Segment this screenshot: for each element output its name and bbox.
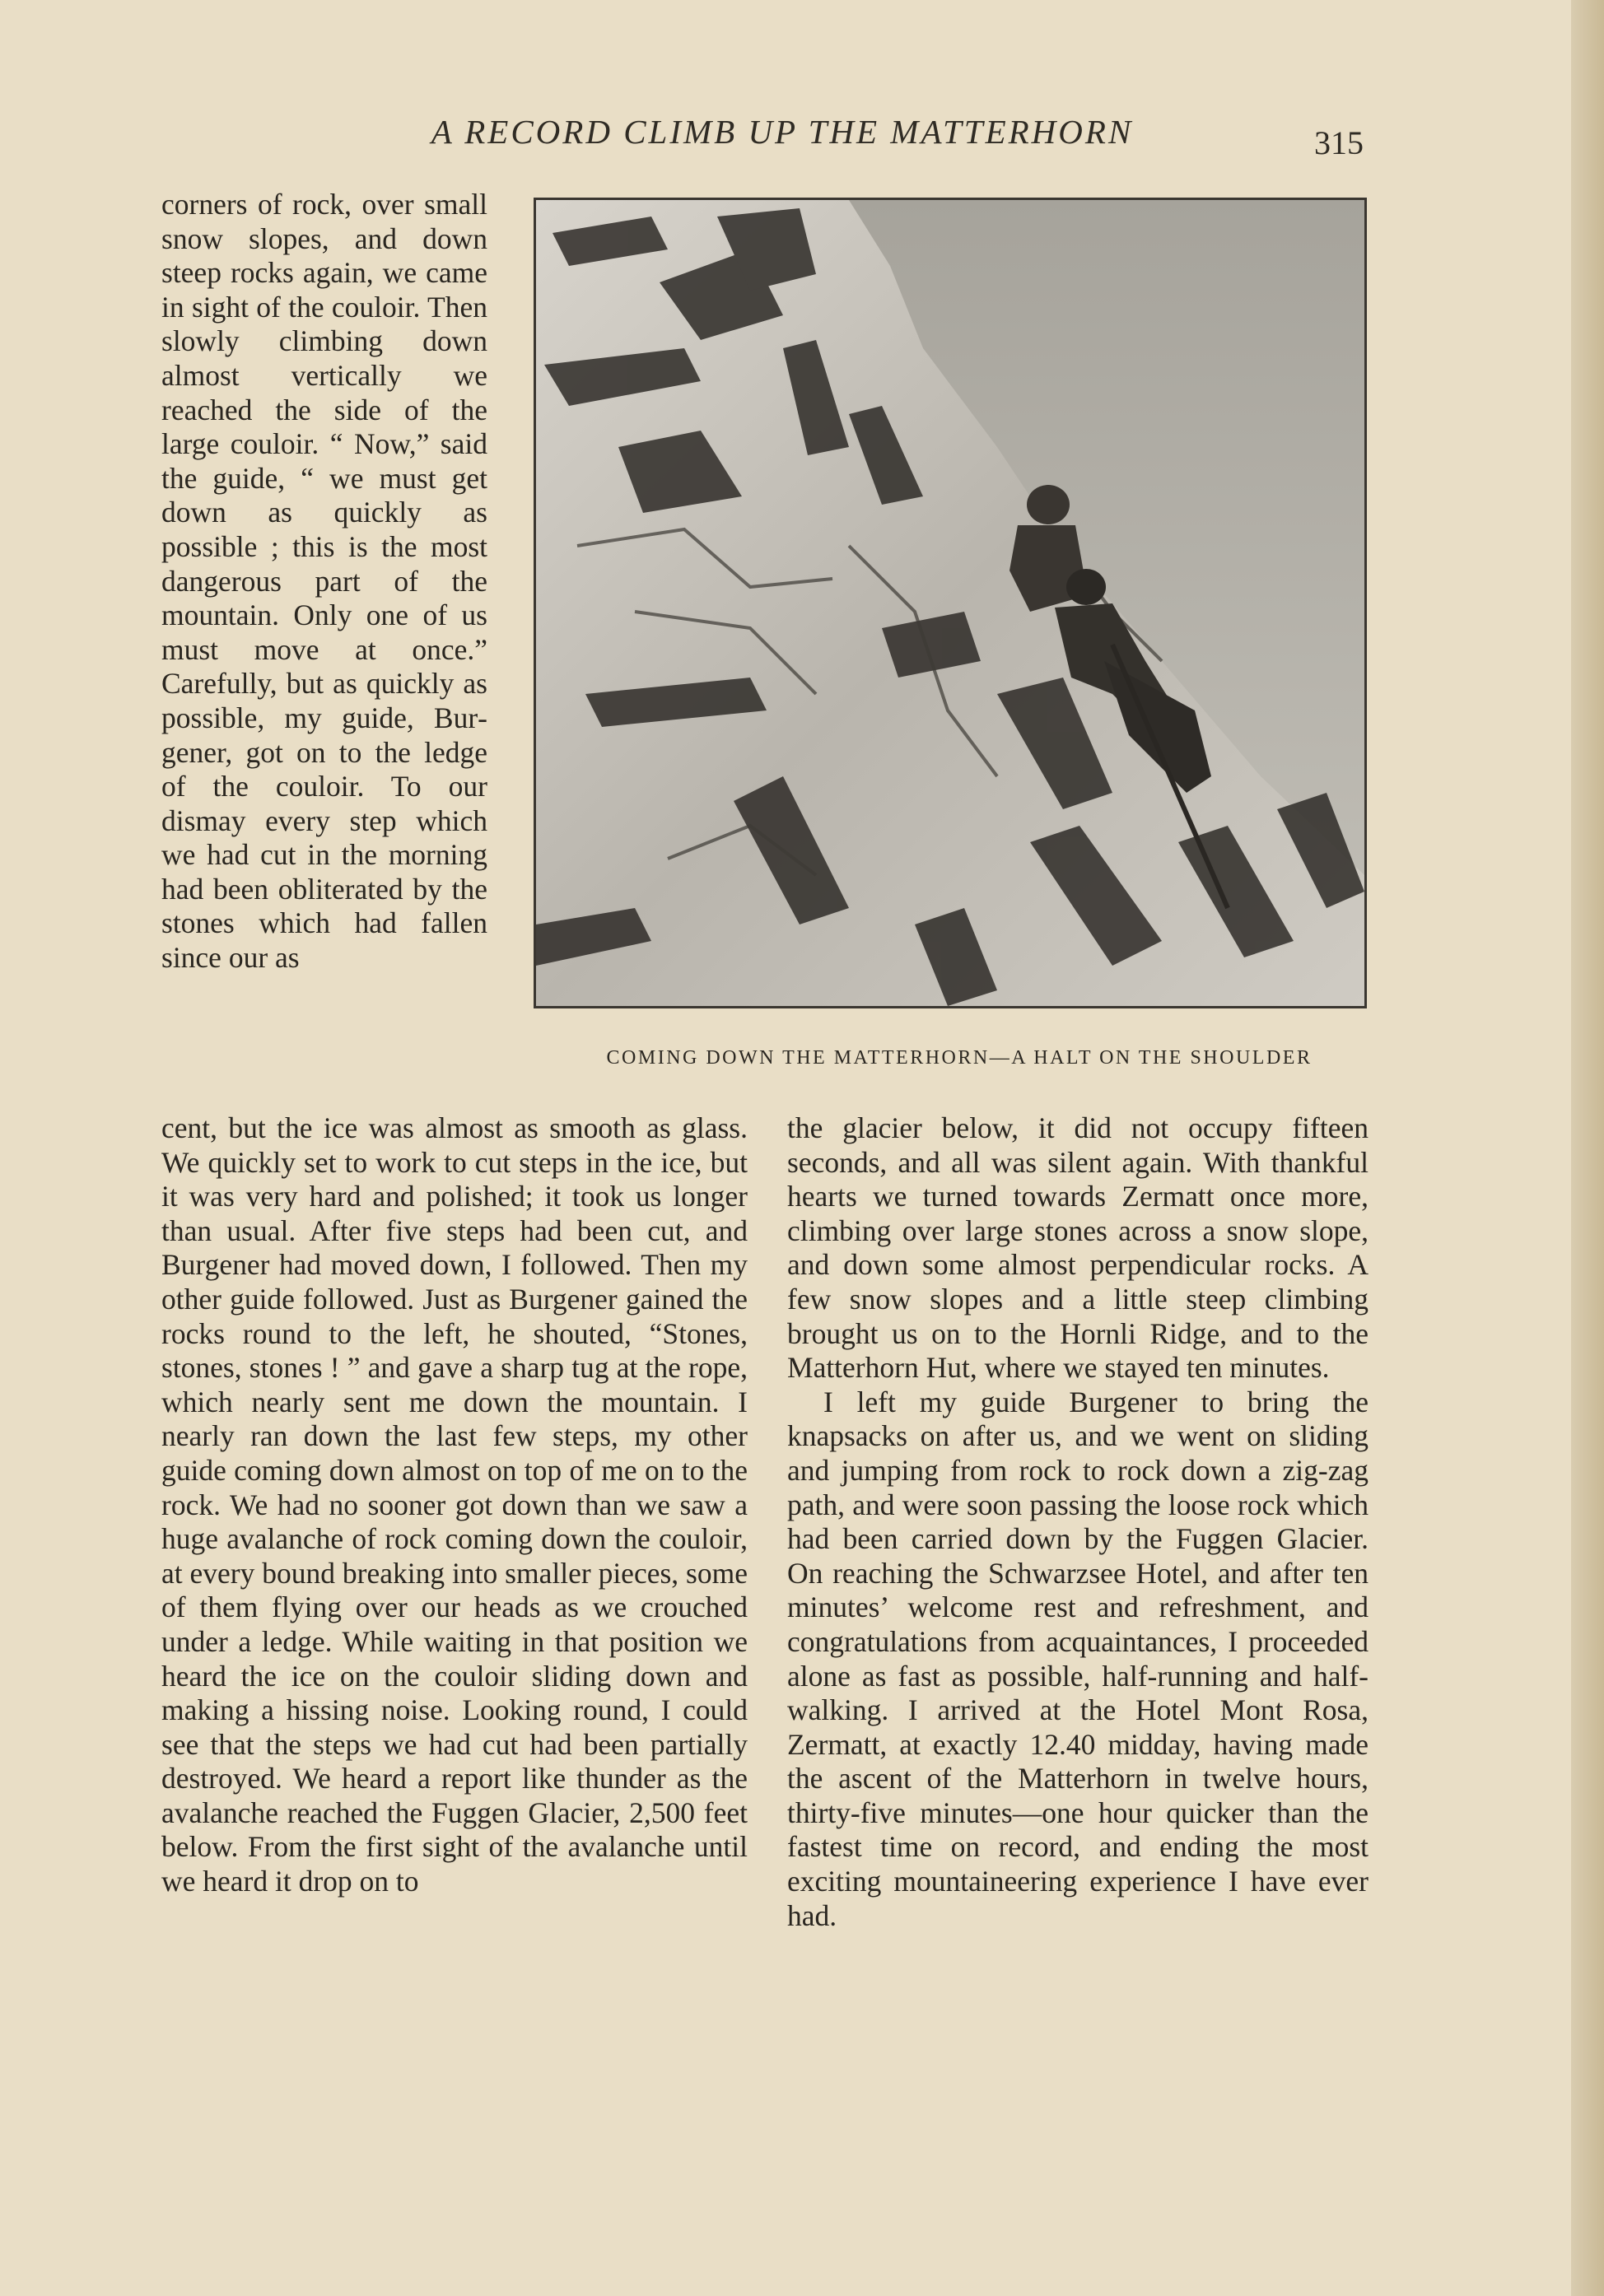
running-title: A RECORD CLIMB UP THE MATTERHORN [431,113,1134,151]
left-column-paragraph: cent, but the ice was almost as smooth as glass. We quickly set to work to cut steps in the ice, but it was very hard and polished; it took us longer than usual. After five steps had been cut, and Burgener had moved down, I followed. Then my other guide followed. Just as Burgener gained the rocks round to the left, he shouted, “Stones, stones, stones ! ” and gave a sharp tug at the rope, which nearly sent me down the mountain. I nearly ran down the last few steps, my other guide coming down almost on top of me on to the rock. We had no sooner got down than we saw a huge avalanche of rock coming down the couloir, at every bound breaking into smaller pieces, some of them flying over our heads as we crouched under a ledge. While waiting in that position we heard the ice on the couloir sliding down and making a hissing noise. Looking round, I could see that the steps we had cut had been partially destroyed. We heard a report like thunder as the avalanche reached the Fuggen Glacier, 2,500 feet below. From the first sight of the avalanche until we heard it drop on to [161,1111,748,1898]
page-number: 315 [1314,124,1364,161]
page-edge [1571,0,1604,2296]
figure-caption: COMING DOWN THE MATTERHORN—A HALT ON THE SHOULDER [606,1047,1313,1069]
left-text-column [161,1111,748,1899]
matterhorn-photo [534,198,1367,1008]
right-column-paragraph-2: I left my guide Burgener to bring the knapsacks on after us, and we went on sliding and jumping from rock to rock down a zig-zag path, and were soon passing the loose rock which had been carried down by the Fuggen Glacier. On reaching the Schwarzsee Hotel, and after ten minutes’ welcome rest and refreshment, and congratulations from acquaintances, I proceeded alone as fast as possible, half-running and halfwalking. I arrived at the Hotel Mont Rosa, Zermatt, at exactly 12.40 midday, having made the ascent of the Matterhorn in twelve hours, thirty-five minutes—one hour quicker than the fastest time on record, and ending the most exciting mountaineering experience I have ever had. [787,1385,1369,1932]
right-text-column [787,1111,1369,1933]
climbers-on-rock-image [536,200,1364,1006]
narrow-text-column [161,188,487,976]
narrow-column-paragraph: corners of rock, over small snow slopes, and down steep rocks again, we came in sight of the couloir. Then slowly climbing down almost vertically we reached the side of the large couloir. “ Now,” said the guide, “ we must get down as quickly as possible ; this is the most dangerous part of the mountain. Only one of us must move at once.” Carefully, but as quickly as possible, my guide, Burgener, got on to the ledge of the couloir. To our dismay every step which we had cut in the morning had been obliterated by the stones which had fallen since our as [161,188,487,975]
right-column-paragraph-1: the glacier below, it did not occupy fifteen seconds, and all was silent again. With thankful hearts we turned towards Zermatt once more, climbing over large stones across a snow slope, and down some almost perpendicular rocks. A few snow slopes and a little steep climbing brought us on to the Hornli Ridge, and to the Matterhorn Hut, where we stayed ten minutes. [787,1111,1369,1385]
